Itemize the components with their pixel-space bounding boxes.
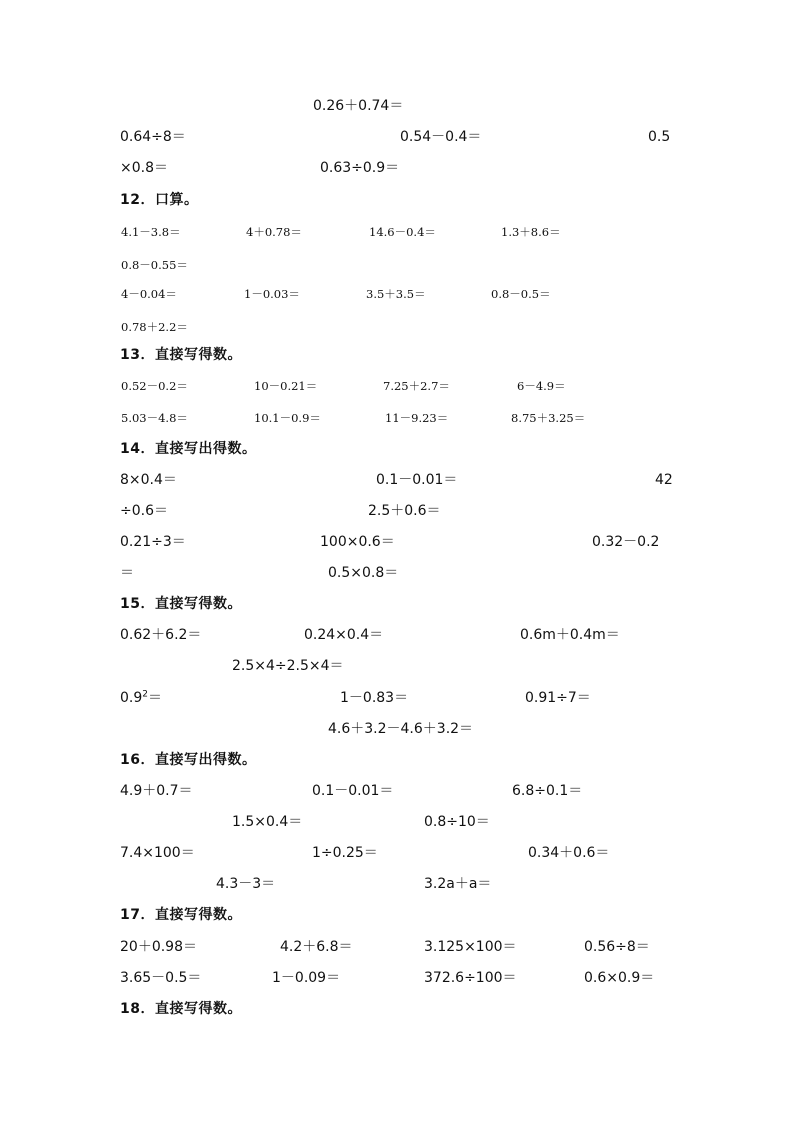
problem-text: 0.6m＋0.4m＝ bbox=[520, 627, 620, 643]
problem-text bbox=[120, 690, 162, 706]
problem-text: 8.75＋3.25＝ bbox=[511, 411, 586, 425]
question-heading: 12．口算。 bbox=[120, 192, 199, 208]
problem-text: 0.52－0.2＝ bbox=[121, 379, 188, 393]
problem-text: 4.6＋3.2－4.6＋3.2＝ bbox=[328, 721, 474, 737]
problem-text: 0.1－0.01＝ bbox=[312, 783, 394, 799]
problem-text: 8×0.4＝ bbox=[120, 472, 177, 488]
problem-text: 0.1－0.01＝ bbox=[376, 472, 458, 488]
problem-text: 6－4.9＝ bbox=[517, 379, 566, 393]
question-heading: 18．直接写得数。 bbox=[120, 1001, 242, 1017]
problem-text: ×0.8＝ bbox=[120, 160, 168, 176]
problem-text: 1.3＋8.6＝ bbox=[501, 225, 561, 239]
exponent: 2 bbox=[142, 689, 148, 700]
problem-text: 4.3－3＝ bbox=[216, 876, 276, 892]
problem-text: 3.65－0.5＝ bbox=[120, 970, 202, 986]
problem-text: 5.03－4.8＝ bbox=[121, 411, 188, 425]
problem-text: 14.6－0.4＝ bbox=[369, 225, 436, 239]
problem-text: 1.5×0.4＝ bbox=[232, 814, 303, 830]
question-heading: 15．直接写得数。 bbox=[120, 596, 242, 612]
equals-sign: ＝ bbox=[148, 690, 162, 706]
problem-text: 0.91÷7＝ bbox=[525, 690, 591, 706]
problem-text: 1÷0.25＝ bbox=[312, 845, 378, 861]
problem-text: 100×0.6＝ bbox=[320, 534, 395, 550]
problem-text: 6.8÷0.1＝ bbox=[512, 783, 583, 799]
question-heading: 16．直接写出得数。 bbox=[120, 752, 257, 768]
problem-text: 0.24×0.4＝ bbox=[304, 627, 384, 643]
problem-text: 1－0.09＝ bbox=[272, 970, 341, 986]
problem-text: 3.125×100＝ bbox=[424, 939, 517, 955]
problem-text: 0.62＋6.2＝ bbox=[120, 627, 202, 643]
problem-text: 1－0.03＝ bbox=[244, 287, 300, 301]
problem-text: 0.5×0.8＝ bbox=[328, 565, 399, 581]
problem-text: 7.25＋2.7＝ bbox=[383, 379, 450, 393]
problem-text: 0.5 bbox=[648, 129, 671, 145]
problem-text: 7.4×100＝ bbox=[120, 845, 195, 861]
problem-text: 372.6÷100＝ bbox=[424, 970, 517, 986]
problem-text: 4.2＋6.8＝ bbox=[280, 939, 353, 955]
problem-text: 0.21÷3＝ bbox=[120, 534, 186, 550]
problem-text: 20＋0.98＝ bbox=[120, 939, 197, 955]
problem-text: 3.2a＋a＝ bbox=[424, 876, 492, 892]
problem-text: 4.1－3.8＝ bbox=[121, 225, 181, 239]
problem-text: 0.64÷8＝ bbox=[120, 129, 186, 145]
problem-text: 10－0.21＝ bbox=[254, 379, 318, 393]
problem-text: 0.34＋0.6＝ bbox=[528, 845, 610, 861]
problem-text: 10.1－0.9＝ bbox=[254, 411, 321, 425]
problem-text: 0.32－0.2 bbox=[592, 534, 660, 550]
problem-text: 0.8－0.5＝ bbox=[491, 287, 551, 301]
problem-text: 4.9＋0.7＝ bbox=[120, 783, 193, 799]
question-heading: 17．直接写得数。 bbox=[120, 907, 242, 923]
question-heading: 14．直接写出得数。 bbox=[120, 441, 257, 457]
problem-text: 0.8－0.55＝ bbox=[121, 258, 188, 272]
base-value: 0.9 bbox=[120, 690, 143, 706]
problem-text: 42 bbox=[655, 472, 673, 488]
problem-text: 4－0.04＝ bbox=[121, 287, 177, 301]
problem-text: 3.5＋3.5＝ bbox=[366, 287, 426, 301]
problem-text: 0.56÷8＝ bbox=[584, 939, 650, 955]
problem-text: ÷0.6＝ bbox=[120, 503, 168, 519]
problem-text: 2.5×4÷2.5×4＝ bbox=[232, 658, 344, 674]
problem-text: 1－0.83＝ bbox=[340, 690, 409, 706]
problem-text: 11－9.23＝ bbox=[385, 411, 449, 425]
problem-text: 0.78＋2.2＝ bbox=[121, 320, 188, 334]
problem-text: ＝ bbox=[120, 565, 134, 581]
problem-text: 0.63÷0.9＝ bbox=[320, 160, 400, 176]
problem-text: 2.5＋0.6＝ bbox=[368, 503, 441, 519]
problem-text: 0.26＋0.74＝ bbox=[313, 98, 404, 114]
problem-text: 0.6×0.9＝ bbox=[584, 970, 655, 986]
question-heading: 13．直接写得数。 bbox=[120, 347, 242, 363]
problem-text: 0.8÷10＝ bbox=[424, 814, 490, 830]
problem-text: 0.54－0.4＝ bbox=[400, 129, 482, 145]
problem-text: 4＋0.78＝ bbox=[246, 225, 302, 239]
